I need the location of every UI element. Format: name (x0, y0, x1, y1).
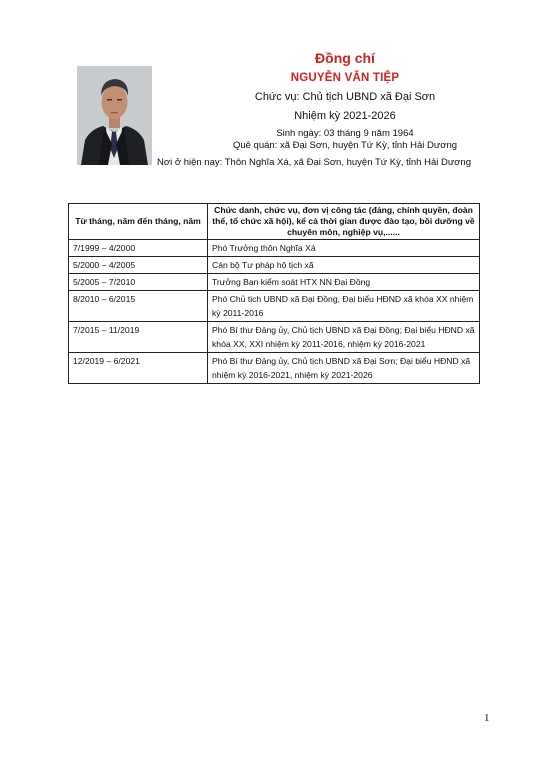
role-cell: Cán bộ Tư pháp hộ tịch xã (208, 257, 480, 274)
period-cell: 5/2005 – 7/2010 (69, 274, 208, 291)
period-cell: 7/2015 – 11/2019 (69, 322, 208, 353)
person-name: NGUYỄN VĂN TIỆP (290, 72, 400, 84)
hometown-line: Quê quán: xã Đại Sơn, huyện Tứ Kỳ, tỉnh Hải Dương (232, 140, 458, 151)
portrait-image (77, 66, 152, 165)
table-row (69, 353, 480, 384)
table-row (69, 291, 480, 322)
residence-line: Nơi ở hiện nay: Thôn Nghĩa Xá, xã Đại Sơn, huyện Tứ Kỳ, tỉnh Hải Dương (157, 157, 471, 168)
table-row (69, 274, 480, 291)
term-line: Nhiệm kỳ 2021-2026 (294, 110, 396, 122)
role-cell: Phó Bí thư Đảng ủy, Chủ tịch UBND xã Đại Đồng; Đại biểu HĐND xã khóa XX, XXI nhiệm kỳ 2011-2016, nhiệm kỳ 2016-2021 (208, 322, 480, 353)
table-row (69, 240, 480, 257)
table-header-row (69, 204, 480, 240)
date-of-birth-line: Sinh ngày: 03 tháng 9 năm 1964 (276, 128, 414, 139)
period-cell: 8/2010 – 6/2015 (69, 291, 208, 322)
position-line: Chức vụ: Chủ tịch UBND xã Đại Sơn (254, 91, 436, 103)
role-cell: Phó Bí thư Đảng ủy, Chủ tịch UBND xã Đại Sơn; Đại biểu HĐND xã nhiệm kỳ 2016-2021, nhiệm kỳ 2021-2026 (208, 353, 480, 384)
salutation-heading: Đồng chí (315, 50, 375, 66)
role-cell: Trưởng Ban kiểm soát HTX NN Đại Đồng (208, 274, 480, 291)
period-cell: 5/2000 – 4/2005 (69, 257, 208, 274)
period-cell: 12/2019 – 6/2021 (69, 353, 208, 384)
role-cell: Phó Trưởng thôn Nghĩa Xá (208, 240, 480, 257)
career-history-table (68, 203, 480, 384)
period-cell: 7/1999 – 4/2000 (69, 240, 208, 257)
role-cell: Phó Chủ tịch UBND xã Đại Đồng, Đại biểu HĐND xã khóa XX nhiệm kỳ 2011-2016 (208, 291, 480, 322)
portrait-photo (77, 66, 152, 165)
period-column-header: Từ tháng, năm đến tháng, năm (69, 204, 208, 240)
role-column-header: Chức danh, chức vụ, đơn vị công tác (đảng, chính quyền, đoàn thể, tổ chức xã hội), kể cả thời gian được đào tạo, bồi dưỡng về chuyên môn, nghiệp vụ,...... (208, 204, 480, 240)
table-row (69, 322, 480, 353)
page-number: 1 (484, 712, 490, 724)
table-row (69, 257, 480, 274)
